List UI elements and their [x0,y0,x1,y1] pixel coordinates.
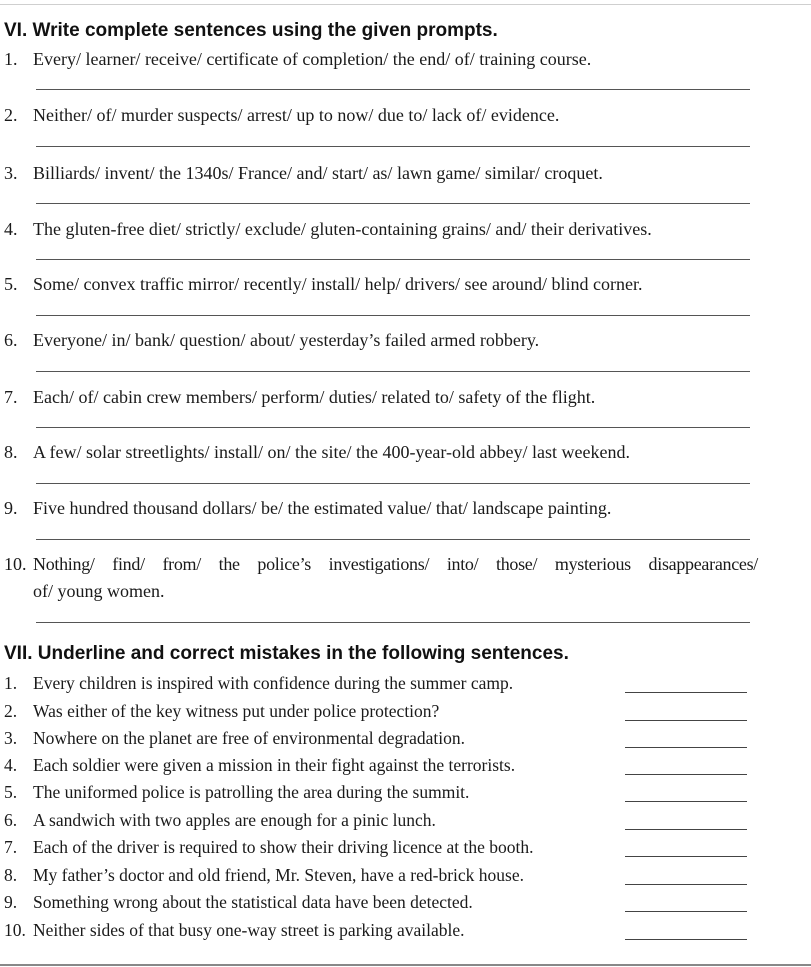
exercise-7-item-3 [0,728,811,753]
exercise-7-item-4 [0,755,811,780]
exercise-7-item-2 [0,701,811,726]
correction-blank[interactable] [625,774,747,775]
exercise-7-item-7 [0,837,811,862]
sentence-text: A sandwich with two apples are enough for a pinic lunch. [33,810,436,830]
answer-line[interactable] [36,483,750,484]
sentence-text: My father’s doctor and old friend, Mr. Steven, have a red-brick house. [33,865,524,885]
prompt-text: The gluten-free diet/ strictly/ exclude/ gluten-containing grains/ and/ their derivatives. [33,219,652,239]
sentence-text: Neither sides of that busy one-way street is parking available. [33,920,465,940]
answer-line[interactable] [36,427,750,428]
prompt-text: A few/ solar streetlights/ install/ on/ the site/ the 400-year-old abbey/ last weekend. [33,442,630,462]
prompt-text: Nothing/ find/ from/ the police’s investigations/ into/ those/ mysterious disappearances/ [33,554,758,574]
sentence-text: The uniformed police is patrolling the area during the summit. [33,782,470,802]
section-6-heading: VI. Write complete sentences using the given prompts. [4,20,498,41]
item-number: 3. [4,163,18,183]
exercise-7-item-6 [0,810,811,835]
exercise-7-item-8 [0,865,811,890]
correction-blank[interactable] [625,856,747,857]
prompt-text: Billiards/ invent/ the 1340s/ France/ and/ start/ as/ lawn game/ similar/ croquet. [33,163,603,183]
answer-line[interactable] [36,146,750,147]
answer-line[interactable] [36,539,750,540]
exercise-7-item-5 [0,782,811,807]
correction-blank[interactable] [625,801,747,802]
item-number: 4. [4,219,18,239]
sentence-text: Each soldier were given a mission in their fight against the terrorists. [33,755,516,775]
answer-line[interactable] [36,371,750,372]
item-number: 4. [4,755,18,775]
correction-blank[interactable] [625,911,747,912]
answer-line[interactable] [36,259,750,260]
prompt-text: Each/ of/ cabin crew members/ perform/ duties/ related to/ safety of the flight. [33,387,596,407]
correction-blank[interactable] [625,829,747,830]
bottom-border [0,964,811,966]
correction-blank[interactable] [625,692,747,693]
item-number: 10. [4,920,26,940]
item-number: 5. [4,274,18,294]
sentence-text: Was either of the key witness put under police protection? [33,701,440,721]
item-number: 9. [4,892,18,912]
exercise-7-item-9 [0,892,811,917]
item-number: 8. [4,865,18,885]
item-number: 1. [4,673,18,693]
exercise-7-item-1 [0,673,811,698]
correction-blank[interactable] [625,884,747,885]
answer-line[interactable] [36,622,750,623]
exercise-7-item-10 [0,920,811,945]
item-number: 7. [4,387,18,407]
prompt-text-continued: of/ young women. [33,581,165,601]
correction-blank[interactable] [625,747,747,748]
item-number: 5. [4,782,18,802]
prompt-text: Everyone/ in/ bank/ question/ about/ yesterday’s failed armed robbery. [33,330,540,350]
item-number: 8. [4,442,18,462]
sentence-text: Every children is inspired with confidence during the summer camp. [33,673,514,693]
item-number: 6. [4,330,18,350]
answer-line[interactable] [36,203,750,204]
prompt-text: Every/ learner/ receive/ certificate of completion/ the end/ of/ training course. [33,49,592,69]
sentence-text: Nowhere on the planet are free of environmental degradation. [33,728,465,748]
item-number: 7. [4,837,18,857]
item-number: 2. [4,105,18,125]
prompt-text: Some/ convex traffic mirror/ recently/ install/ help/ drivers/ see around/ blind corner. [33,274,643,294]
answer-line[interactable] [36,89,750,90]
item-number: 1. [4,49,18,69]
item-number: 2. [4,701,18,721]
item-number: 9. [4,498,18,518]
answer-line[interactable] [36,315,750,316]
sentence-text: Something wrong about the statistical data have been detected. [33,892,473,912]
section-7-heading: VII. Underline and correct mistakes in the following sentences. [4,643,569,664]
item-number: 10. [4,554,27,574]
prompt-text: Neither/ of/ murder suspects/ arrest/ up to now/ due to/ lack of/ evidence. [33,105,560,125]
item-number: 6. [4,810,18,830]
correction-blank[interactable] [625,720,747,721]
prompt-text: Five hundred thousand dollars/ be/ the estimated value/ that/ landscape painting. [33,498,612,518]
item-number: 3. [4,728,18,748]
correction-blank[interactable] [625,939,747,940]
sentence-text: Each of the driver is required to show their driving licence at the booth. [33,837,534,857]
top-border [0,4,811,5]
